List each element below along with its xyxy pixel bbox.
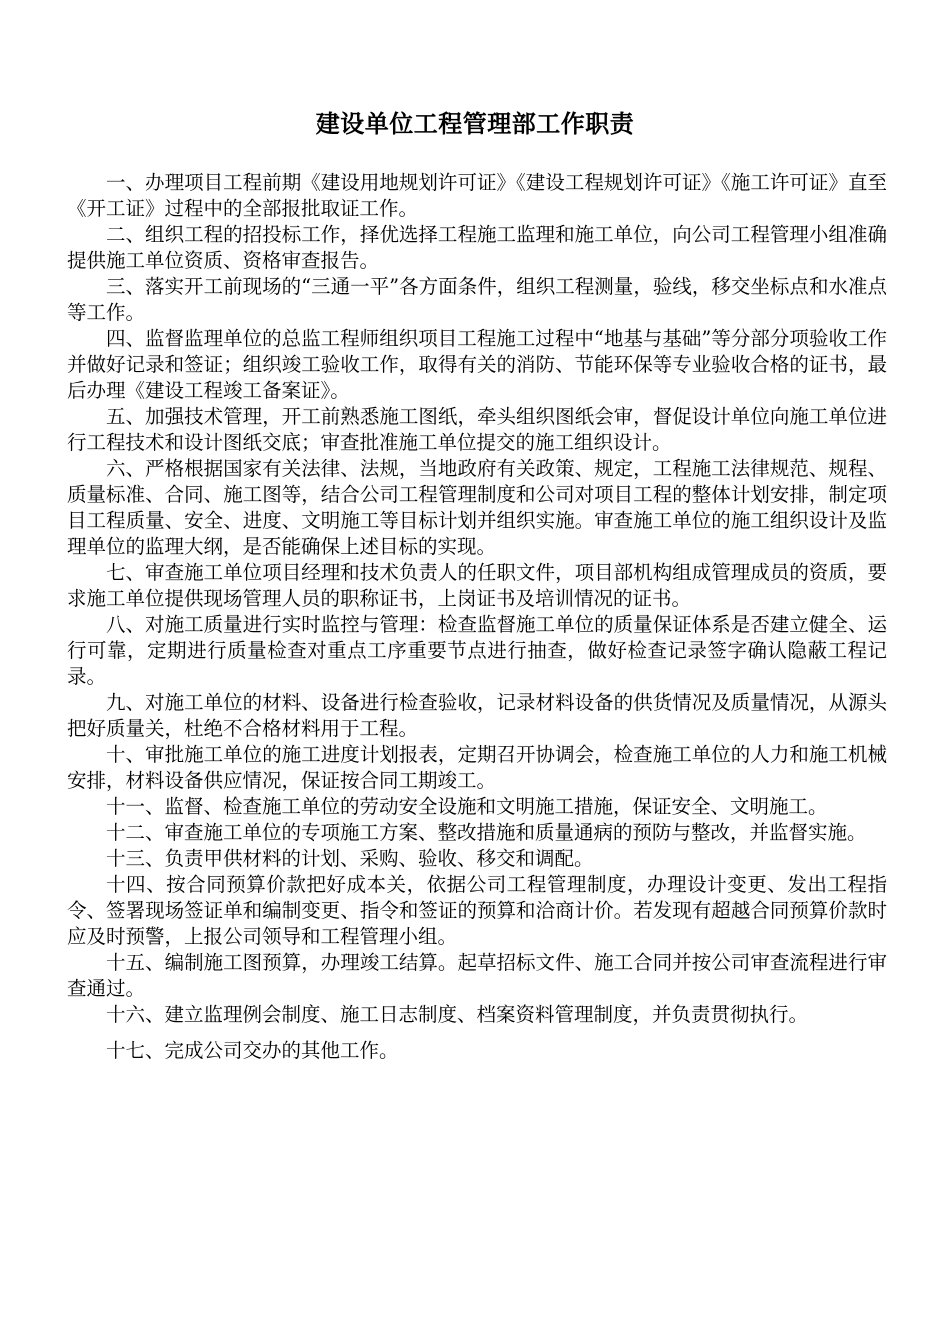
paragraph-13: 十三、负责甲供材料的计划、采购、验收、移交和调配。 xyxy=(106,847,594,870)
paragraph-7: 七、审查施工单位项目经理和技术负责人的任职文件，项目部机构组成管理成员的资质，要求施工单位提供现场管理人员的职称证书，上岗证书及培训情况的证书。 xyxy=(67,561,887,610)
paragraph-11: 十一、监督、检查施工单位的劳动安全设施和文明施工措施，保证安全、文明施工。 xyxy=(106,795,828,818)
paragraph-9: 九、对施工单位的材料、设备进行检查验收，记录材料设备的供货情况及质量情况，从源头把好质量关，杜绝不合格材料用于工程。 xyxy=(67,691,887,740)
paragraph-8: 八、对施工质量进行实时监控与管理：检查监督施工单位的质量保证体系是否建立健全、运行可靠，定期进行质量检查对重点工序重要节点进行抽查，做好检查记录签字确认隐蔽工程记录。 xyxy=(67,613,887,688)
paragraph-6: 六、严格根据国家有关法律、法规，当地政府有关政策、规定，工程施工法律规范、规程、质量标准、合同、施工图等，结合公司工程管理制度和公司对项目工程的整体计划安排，制定项目工程质量、安全、进度、文明施工等目标计划并组织实施。审查施工单位的施工组织设计及监理单位的监理大纲，是否能确保上述目标的实现。 xyxy=(67,457,887,558)
paragraph-16: 十六、建立监理例会制度、施工日志制度、档案资料管理制度，并负责贯彻执行。 xyxy=(106,1003,809,1026)
paragraph-1: 一、办理项目工程前期《建设用地规划许可证》《建设工程规划许可证》《施工许可证》直至《开工证》过程中的全部报批取证工作。 xyxy=(67,171,887,220)
paragraph-14: 十四、按合同预算价款把好成本关，依据公司工程管理制度，办理设计变更、发出工程指令、签署现场签证单和编制变更、指令和签证的预算和洽商计价。若发现有超越合同预算价款时应及时预警，上报公司领导和工程管理小组。 xyxy=(67,873,887,948)
paragraph-3: 三、落实开工前现场的“三通一平”各方面条件，组织工程测量，验线，移交坐标点和水准点等工作。 xyxy=(67,275,887,324)
paragraph-4: 四、监督监理单位的总监工程师组织项目工程施工过程中“地基与基础”等分部分项验收工作并做好记录和签证；组织竣工验收工作，取得有关的消防、节能环保等专业验收合格的证书，最后办理《建设工程竣工备案证》。 xyxy=(67,327,887,402)
paragraph-12: 十二、审查施工单位的专项施工方案、整改措施和质量通病的预防与整改，并监督实施。 xyxy=(106,821,867,844)
paragraph-15: 十五、编制施工图预算，办理竣工结算。起草招标文件、施工合同并按公司审查流程进行审查通过。 xyxy=(67,951,887,1000)
paragraph-5: 五、加强技术管理，开工前熟悉施工图纸，牵头组织图纸会审，督促设计单位向施工单位进行工程技术和设计图纸交底；审查批准施工单位提交的施工组织设计。 xyxy=(67,405,887,454)
document-title: 建设单位工程管理部工作职责 xyxy=(315,110,635,138)
paragraph-10: 十、审批施工单位的施工进度计划报表，定期召开协调会，检查施工单位的人力和施工机械安排，材料设备供应情况，保证按合同工期竣工。 xyxy=(67,743,887,792)
paragraph-2: 二、组织工程的招投标工作，择优选择工程施工监理和施工单位，向公司工程管理小组准确提供施工单位资质、资格审查报告。 xyxy=(67,223,887,272)
paragraph-17: 十七、完成公司交办的其他工作。 xyxy=(106,1039,399,1062)
document-body xyxy=(67,170,887,1064)
